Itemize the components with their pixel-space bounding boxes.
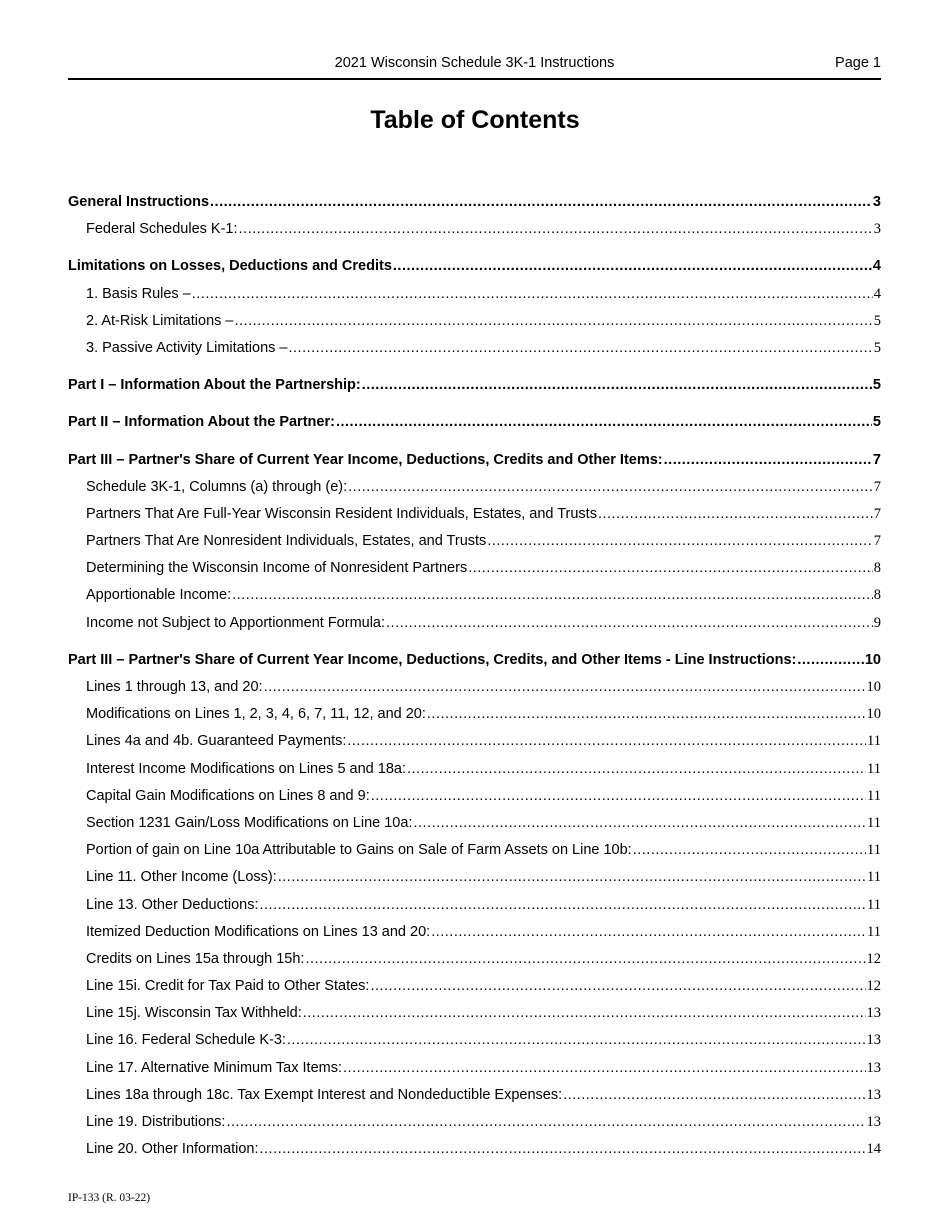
dot-leader bbox=[287, 1032, 866, 1048]
dot-leader bbox=[260, 1141, 866, 1157]
toc-entry-page-number: 11 bbox=[867, 733, 881, 750]
toc-entry-label: Partners That Are Full-Year Wisconsin Resident Individuals, Estates, and Trusts bbox=[86, 505, 597, 522]
toc-entry-label: Line 15j. Wisconsin Tax Withheld: bbox=[86, 1005, 302, 1022]
dot-leader bbox=[264, 679, 866, 695]
toc-subentry[interactable] bbox=[68, 1114, 881, 1141]
toc-entry-label: 1. Basis Rules – bbox=[86, 285, 191, 302]
dot-leader bbox=[192, 286, 873, 302]
toc-entry-label: Part III – Partner's Share of Current Year Income, Deductions, Credits and Other Items: bbox=[68, 451, 663, 468]
document-title: Table of Contents bbox=[370, 106, 580, 134]
toc-subentry[interactable] bbox=[68, 506, 881, 533]
toc-entry-page-number: 4 bbox=[873, 285, 881, 302]
toc-entry-label: Schedule 3K-1, Columns (a) through (e): bbox=[86, 478, 348, 495]
dot-leader bbox=[563, 1087, 865, 1103]
toc-entry-label: Federal Schedules K-1: bbox=[86, 221, 238, 238]
dot-leader bbox=[278, 869, 866, 885]
dot-leader bbox=[633, 842, 866, 858]
dot-leader bbox=[431, 924, 866, 940]
toc-subentry[interactable] bbox=[68, 313, 881, 340]
toc-entry-page-number: 10 bbox=[866, 679, 881, 695]
toc-entry-page-number: 3 bbox=[873, 221, 881, 238]
toc-entry-label: Line 17. Alternative Minimum Tax Items: bbox=[86, 1059, 343, 1076]
dot-leader bbox=[413, 815, 866, 831]
toc-entry-label: General Instructions bbox=[68, 194, 210, 210]
toc-entry-page-number: 11 bbox=[867, 760, 881, 777]
toc-entry-page-number: 13 bbox=[866, 1086, 881, 1103]
dot-leader bbox=[226, 1114, 865, 1130]
dot-leader bbox=[427, 706, 866, 722]
toc-entry-page-number: 7 bbox=[873, 478, 881, 495]
toc-subentry[interactable] bbox=[68, 1032, 881, 1059]
toc-entry-label: Itemized Deduction Modifications on Lines 13 and 20: bbox=[86, 923, 431, 940]
toc-entry-label: Section 1231 Gain/Loss Modifications on Line 10a: bbox=[86, 814, 413, 831]
toc-entry-label: Credits on Lines 15a through 15h: bbox=[86, 950, 305, 967]
toc-entry-page-number: 12 bbox=[866, 978, 881, 995]
toc-entry-label: Line 15i. Credit for Tax Paid to Other States: bbox=[86, 978, 370, 995]
dot-leader bbox=[343, 1060, 865, 1076]
toc-entry-label: Determining the Wisconsin Income of Nonresident Partners bbox=[86, 560, 468, 577]
dot-leader bbox=[336, 414, 872, 430]
dot-leader bbox=[260, 897, 867, 913]
toc-entry-label: Part III – Partner's Share of Current Year Income, Deductions, Credits, and Other Items - Line Instructions: bbox=[68, 651, 797, 668]
toc-subentry[interactable] bbox=[68, 924, 881, 951]
toc-subentry[interactable] bbox=[68, 788, 881, 815]
toc-entry-page-number: 12 bbox=[866, 950, 881, 967]
toc-entry-label: Interest Income Modifications on Lines 5 and 18a: bbox=[86, 760, 406, 777]
toc-entry-label: Limitations on Losses, Deductions and Credits bbox=[68, 258, 392, 275]
toc-entry-label: Portion of gain on Line 10a Attributable to Gains on Sale of Farm Assets on Line 10b: bbox=[86, 842, 632, 859]
toc-entry-page-number: 9 bbox=[873, 614, 881, 631]
toc-entry-label: Line 11. Other Income (Loss): bbox=[86, 869, 277, 886]
page-header bbox=[68, 54, 881, 80]
dot-leader bbox=[210, 194, 872, 210]
toc-entry-label: Line 20. Other Information: bbox=[86, 1141, 259, 1158]
toc-entry-page-number: 13 bbox=[866, 1114, 881, 1130]
toc-subentry[interactable] bbox=[68, 706, 881, 733]
toc-entry-label: Lines 1 through 13, and 20: bbox=[86, 679, 263, 695]
dot-leader bbox=[347, 733, 866, 749]
toc-subentry[interactable] bbox=[68, 733, 881, 760]
toc-entry-label: Part I – Information About the Partnership: bbox=[68, 377, 361, 394]
toc-entry-page-number: 8 bbox=[873, 560, 881, 577]
toc-subentry[interactable] bbox=[68, 221, 881, 248]
toc-entry-page-number: 13 bbox=[866, 1032, 881, 1049]
toc-entry-label: 2. At-Risk Limitations – bbox=[86, 312, 234, 329]
toc-section-entry[interactable] bbox=[68, 414, 881, 441]
toc-entry-page-number: 14 bbox=[866, 1141, 881, 1158]
dot-leader bbox=[386, 615, 873, 631]
toc-subentry[interactable] bbox=[68, 615, 881, 642]
form-number-footer: IP-133 (R. 03-22) bbox=[68, 1192, 151, 1204]
dot-leader bbox=[468, 560, 873, 576]
toc-entry-label: 3. Passive Activity Limitations – bbox=[86, 339, 288, 356]
toc-subentry[interactable] bbox=[68, 679, 881, 706]
toc-entry-label: Income not Subject to Apportionment Formula: bbox=[86, 614, 386, 631]
dot-leader bbox=[239, 221, 873, 237]
toc-entry-label: Line 16. Federal Schedule K-3: bbox=[86, 1032, 286, 1049]
toc-subentry[interactable] bbox=[68, 340, 881, 367]
toc-entry-label: Part II – Information About the Partner: bbox=[68, 414, 335, 431]
dot-leader bbox=[362, 377, 872, 393]
dot-leader bbox=[288, 340, 872, 356]
toc-subentry[interactable] bbox=[68, 587, 881, 614]
toc-section-entry[interactable] bbox=[68, 194, 881, 221]
toc-subentry[interactable] bbox=[68, 1060, 881, 1087]
toc-subentry[interactable] bbox=[68, 842, 881, 869]
toc-subentry[interactable] bbox=[68, 479, 881, 506]
toc-entry-label: Lines 4a and 4b. Guaranteed Payments: bbox=[86, 733, 347, 750]
toc-subentry[interactable] bbox=[68, 897, 881, 924]
toc-entry-page-number: 11 bbox=[867, 814, 881, 831]
dot-leader bbox=[370, 978, 865, 994]
dot-leader bbox=[371, 788, 866, 804]
toc-entry-label: Capital Gain Modifications on Lines 8 and 9: bbox=[86, 787, 370, 804]
toc-subentry[interactable] bbox=[68, 869, 881, 896]
toc-section-entry[interactable] bbox=[68, 652, 881, 679]
toc-subentry[interactable] bbox=[68, 533, 881, 560]
toc-subentry[interactable] bbox=[68, 1087, 881, 1114]
dot-leader bbox=[305, 951, 865, 967]
toc-entry-label: Lines 18a through 18c. Tax Exempt Interest and Nondeductible Expenses: bbox=[86, 1086, 563, 1103]
toc-entry-page-number: 5 bbox=[873, 339, 881, 356]
toc-entry-label: Apportionable Income: bbox=[86, 587, 232, 604]
toc-entry-page-number: 10 bbox=[864, 651, 881, 668]
toc-entry-page-number: 7 bbox=[872, 451, 881, 468]
toc-subentry[interactable] bbox=[68, 815, 881, 842]
toc-entry-page-number: 8 bbox=[873, 587, 881, 604]
toc-entry-page-number: 11 bbox=[867, 923, 881, 940]
toc-entry-page-number: 11 bbox=[867, 842, 881, 859]
dot-leader bbox=[487, 533, 872, 549]
toc-entry-page-number: 10 bbox=[866, 706, 881, 723]
toc-subentry[interactable] bbox=[68, 1141, 881, 1168]
toc-entry-label: Modifications on Lines 1, 2, 3, 4, 6, 7, 11, 12, and 20: bbox=[86, 706, 426, 723]
toc-entry-page-number: 13 bbox=[866, 1059, 881, 1076]
dot-leader bbox=[797, 652, 864, 668]
toc-entry-page-number: 5 bbox=[873, 312, 881, 329]
header-page-number: Page 1 bbox=[835, 55, 881, 71]
toc-subentry[interactable] bbox=[68, 951, 881, 978]
toc-entry-page-number: 11 bbox=[867, 869, 881, 886]
dot-leader bbox=[234, 313, 872, 329]
table-of-contents bbox=[68, 184, 881, 1168]
toc-subentry[interactable] bbox=[68, 1005, 881, 1032]
toc-entry-page-number: 11 bbox=[867, 896, 881, 913]
toc-entry-page-number: 7 bbox=[873, 505, 881, 522]
dot-leader bbox=[393, 258, 872, 274]
toc-subentry[interactable] bbox=[68, 560, 881, 587]
dot-leader bbox=[232, 587, 873, 603]
dot-leader bbox=[407, 761, 866, 777]
toc-entry-label: Line 19. Distributions: bbox=[86, 1114, 226, 1130]
toc-subentry[interactable] bbox=[68, 286, 881, 313]
toc-entry-label: Line 13. Other Deductions: bbox=[86, 896, 259, 913]
toc-entry-page-number: 11 bbox=[867, 787, 881, 804]
toc-entry-page-number: 3 bbox=[872, 194, 881, 210]
toc-subentry[interactable] bbox=[68, 978, 881, 1005]
header-title: 2021 Wisconsin Schedule 3K-1 Instructions bbox=[334, 55, 615, 71]
toc-entry-label: Partners That Are Nonresident Individuals, Estates, and Trusts bbox=[86, 533, 487, 550]
dot-leader bbox=[664, 452, 872, 468]
toc-section-entry[interactable] bbox=[68, 258, 881, 285]
toc-section-entry[interactable] bbox=[68, 452, 881, 479]
dot-leader bbox=[303, 1005, 866, 1021]
dot-leader bbox=[598, 506, 873, 522]
toc-entry-page-number: 5 bbox=[872, 414, 881, 431]
toc-entry-page-number: 13 bbox=[866, 1005, 881, 1022]
dot-leader bbox=[348, 479, 873, 495]
toc-entry-page-number: 5 bbox=[872, 377, 881, 394]
toc-section-entry[interactable] bbox=[68, 377, 881, 404]
toc-entry-page-number: 4 bbox=[872, 258, 881, 275]
toc-subentry[interactable] bbox=[68, 761, 881, 788]
toc-entry-page-number: 7 bbox=[873, 533, 881, 550]
